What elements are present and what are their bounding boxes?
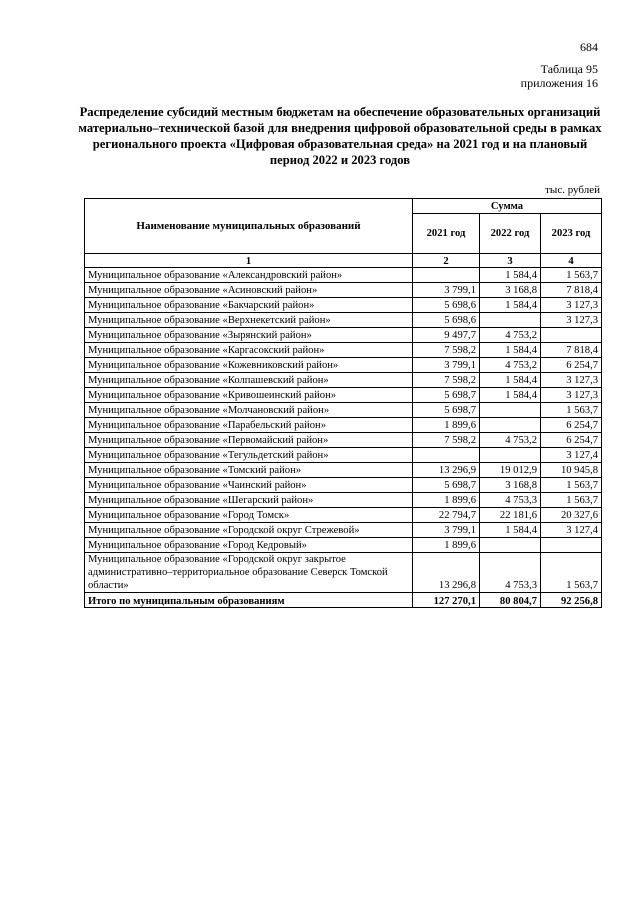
value-2021: 5 698,7 bbox=[413, 403, 480, 418]
subsidy-table bbox=[84, 198, 602, 608]
table-row bbox=[85, 268, 602, 283]
value-2023: 7 818,4 bbox=[541, 343, 602, 358]
table-row bbox=[85, 448, 602, 463]
total-2021: 127 270,1 bbox=[413, 593, 480, 608]
table-row bbox=[85, 388, 602, 403]
value-2022: 1 584,4 bbox=[480, 388, 541, 403]
value-2022: 4 753,3 bbox=[480, 493, 541, 508]
municipality-name: Муниципальное образование «Верхнекетский район» bbox=[85, 313, 413, 328]
page-number: 684 bbox=[580, 40, 598, 54]
value-2021: 5 698,6 bbox=[413, 313, 480, 328]
value-2022: 4 753,2 bbox=[480, 358, 541, 373]
table-row bbox=[85, 343, 602, 358]
value-2023: 3 127,3 bbox=[541, 373, 602, 388]
table-reference bbox=[521, 62, 598, 90]
value-2021: 13 296,8 bbox=[413, 553, 480, 593]
value-2021: 1 899,6 bbox=[413, 538, 480, 553]
value-2021: 22 794,7 bbox=[413, 508, 480, 523]
municipality-name: Муниципальное образование «Александровский район» bbox=[85, 268, 413, 283]
column-number: 1 bbox=[85, 254, 413, 268]
value-2023: 3 127,3 bbox=[541, 313, 602, 328]
value-2022: 4 753,2 bbox=[480, 433, 541, 448]
table-row bbox=[85, 418, 602, 433]
value-2023: 7 818,4 bbox=[541, 283, 602, 298]
value-2023: 3 127,3 bbox=[541, 298, 602, 313]
total-2023: 92 256,8 bbox=[541, 593, 602, 608]
value-2022: 3 168,8 bbox=[480, 478, 541, 493]
value-2022 bbox=[480, 538, 541, 553]
value-2022: 1 584,4 bbox=[480, 373, 541, 388]
total-label: Итого по муниципальным образованиям bbox=[85, 593, 413, 608]
value-2023 bbox=[541, 538, 602, 553]
column-number: 4 bbox=[541, 254, 602, 268]
value-2022: 1 584,4 bbox=[480, 298, 541, 313]
value-2021: 3 799,1 bbox=[413, 283, 480, 298]
table-row bbox=[85, 313, 602, 328]
municipality-name: Муниципальное образование «Колпашевский район» bbox=[85, 373, 413, 388]
value-2022: 3 168,8 bbox=[480, 283, 541, 298]
value-2021: 9 497,7 bbox=[413, 328, 480, 343]
table-reference-line-2: приложения 16 bbox=[520, 76, 598, 90]
value-2022 bbox=[480, 313, 541, 328]
value-2022: 1 584,4 bbox=[480, 523, 541, 538]
value-2021: 1 899,6 bbox=[413, 418, 480, 433]
municipality-name: Муниципальное образование «Тегульдетский район» bbox=[85, 448, 413, 463]
municipality-name: Муниципальное образование «Асиновский район» bbox=[85, 283, 413, 298]
municipality-name: Муниципальное образование «Город Кедровый» bbox=[85, 538, 413, 553]
table-row bbox=[85, 358, 602, 373]
value-2023: 1 563,7 bbox=[541, 478, 602, 493]
value-2023: 1 563,7 bbox=[541, 403, 602, 418]
value-2023: 1 563,7 bbox=[541, 268, 602, 283]
value-2021 bbox=[413, 268, 480, 283]
municipality-name: Муниципальное образование «Город Томск» bbox=[85, 508, 413, 523]
value-2021: 1 899,6 bbox=[413, 493, 480, 508]
value-2023: 1 563,7 bbox=[541, 493, 602, 508]
value-2022 bbox=[480, 403, 541, 418]
value-2023: 3 127,4 bbox=[541, 523, 602, 538]
value-2022: 4 753,3 bbox=[480, 553, 541, 593]
value-2022: 19 012,9 bbox=[480, 463, 541, 478]
total-2022: 80 804,7 bbox=[480, 593, 541, 608]
value-2021: 7 598,2 bbox=[413, 433, 480, 448]
table-row bbox=[85, 403, 602, 418]
municipality-name: Муниципальное образование «Первомайский район» bbox=[85, 433, 413, 448]
value-2022 bbox=[480, 418, 541, 433]
table-row bbox=[85, 373, 602, 388]
table-row bbox=[85, 493, 602, 508]
value-2023: 6 254,7 bbox=[541, 358, 602, 373]
municipality-name: Муниципальное образование «Шегарский район» bbox=[85, 493, 413, 508]
value-2022: 4 753,2 bbox=[480, 328, 541, 343]
municipality-name: Муниципальное образование «Чаинский район» bbox=[85, 478, 413, 493]
header-year-2021: 2021 год bbox=[413, 214, 480, 254]
value-2023: 6 254,7 bbox=[541, 433, 602, 448]
table-body bbox=[85, 268, 602, 608]
value-2021: 5 698,6 bbox=[413, 298, 480, 313]
value-2021: 7 598,2 bbox=[413, 373, 480, 388]
municipality-name: Муниципальное образование «Городской округ закрытое административно–территориальное образование Северск Томской области» bbox=[85, 553, 413, 593]
value-2023: 1 563,7 bbox=[541, 553, 602, 593]
header-year-2023: 2023 год bbox=[541, 214, 602, 254]
municipality-name: Муниципальное образование «Бакчарский район» bbox=[85, 298, 413, 313]
header-year-2022: 2022 год bbox=[480, 214, 541, 254]
value-2022: 1 584,4 bbox=[480, 268, 541, 283]
column-number: 2 bbox=[413, 254, 480, 268]
municipality-name: Муниципальное образование «Парабельский район» bbox=[85, 418, 413, 433]
value-2021: 7 598,2 bbox=[413, 343, 480, 358]
municipality-name: Муниципальное образование «Зырянский район» bbox=[85, 328, 413, 343]
table-row bbox=[85, 538, 602, 553]
value-2022: 1 584,4 bbox=[480, 343, 541, 358]
value-2022 bbox=[480, 448, 541, 463]
value-2023: 10 945,8 bbox=[541, 463, 602, 478]
units-label: тыс. рублей bbox=[545, 184, 600, 196]
table-row bbox=[85, 553, 602, 593]
table-row bbox=[85, 433, 602, 448]
value-2023 bbox=[541, 328, 602, 343]
value-2021 bbox=[413, 448, 480, 463]
municipality-name: Муниципальное образование «Кожевниковский район» bbox=[85, 358, 413, 373]
table-row bbox=[85, 508, 602, 523]
municipality-name: Муниципальное образование «Кривошеинский район» bbox=[85, 388, 413, 403]
value-2023: 20 327,6 bbox=[541, 508, 602, 523]
value-2022: 22 181,6 bbox=[480, 508, 541, 523]
table-row bbox=[85, 283, 602, 298]
column-number: 3 bbox=[480, 254, 541, 268]
table-row bbox=[85, 523, 602, 538]
table-row bbox=[85, 478, 602, 493]
value-2021: 5 698,7 bbox=[413, 388, 480, 403]
value-2023: 3 127,3 bbox=[541, 388, 602, 403]
value-2021: 3 799,1 bbox=[413, 523, 480, 538]
municipality-name: Муниципальное образование «Молчановский район» bbox=[85, 403, 413, 418]
value-2023: 6 254,7 bbox=[541, 418, 602, 433]
table-row bbox=[85, 463, 602, 478]
document-title: Распределение субсидий местным бюджетам на обеспечение образовательных организаций материально–технической базой для внедрения цифровой образовательной среды в рамках регионального проекта «Цифровая образовательная среда» на 2021 год и на плановый период 2022 и 2023 годов bbox=[78, 105, 602, 167]
header-sum: Сумма bbox=[413, 199, 602, 214]
value-2021: 3 799,1 bbox=[413, 358, 480, 373]
value-2023: 3 127,4 bbox=[541, 448, 602, 463]
table-row bbox=[85, 298, 602, 313]
municipality-name: Муниципальное образование «Томский район» bbox=[85, 463, 413, 478]
municipality-name: Муниципальное образование «Городской округ Стрежевой» bbox=[85, 523, 413, 538]
table-row bbox=[85, 328, 602, 343]
table-reference-line-1: Таблица 95 bbox=[540, 62, 598, 76]
value-2021: 5 698,7 bbox=[413, 478, 480, 493]
municipality-name: Муниципальное образование «Каргасокский район» bbox=[85, 343, 413, 358]
total-row bbox=[85, 593, 602, 608]
value-2021: 13 296,9 bbox=[413, 463, 480, 478]
header-municipality-name: Наименование муниципальных образований bbox=[85, 199, 413, 254]
